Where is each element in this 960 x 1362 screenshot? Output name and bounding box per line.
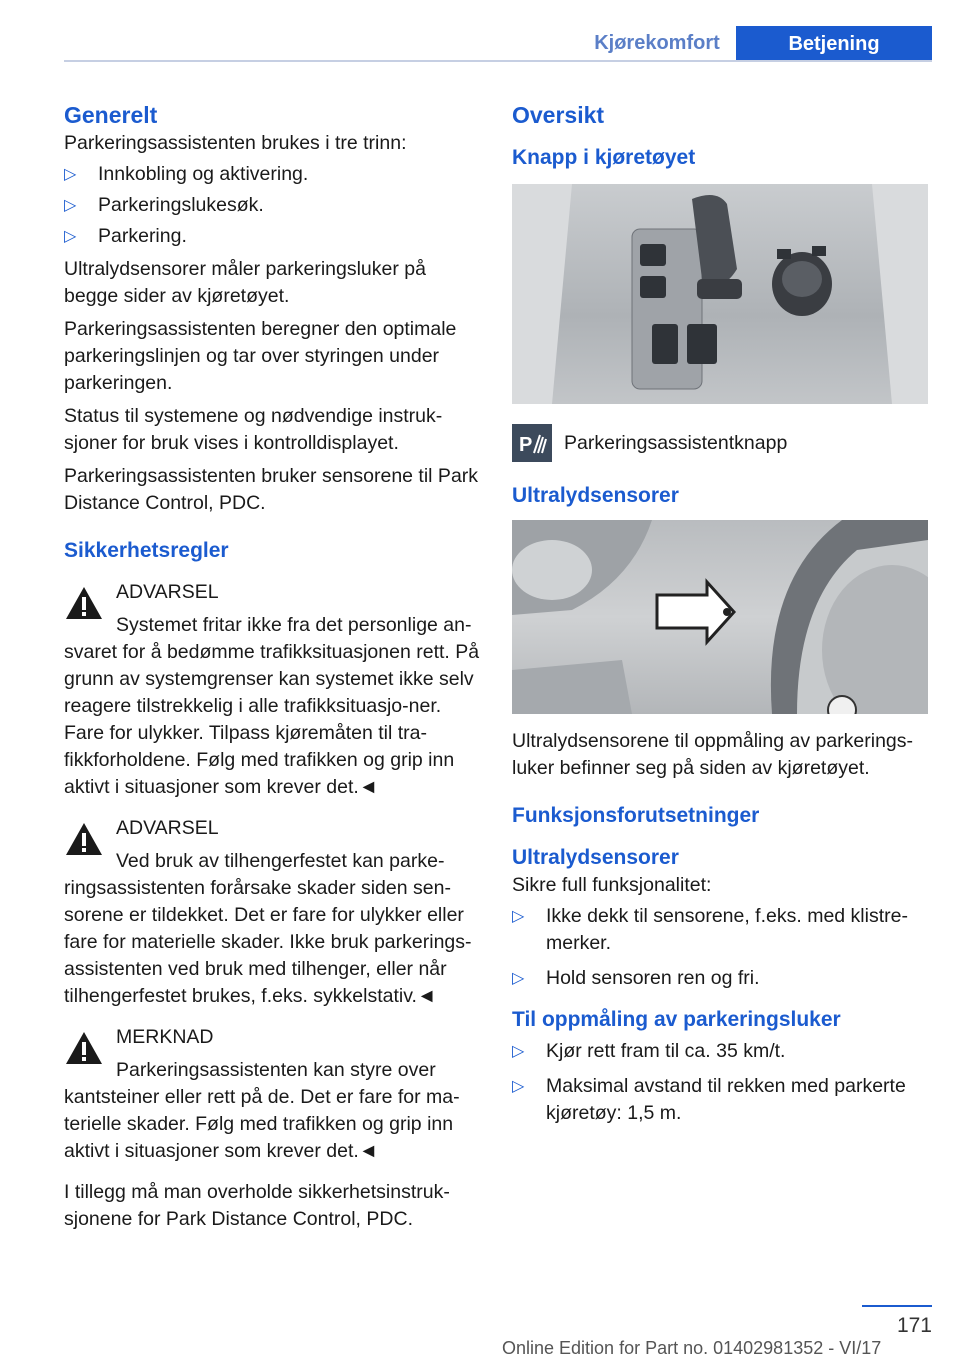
warning-title: ADVARSEL — [116, 817, 219, 839]
svg-text:P: P — [519, 434, 533, 456]
warning-triangle-icon — [64, 821, 104, 857]
note-block — [64, 1024, 482, 1165]
warning-triangle-icon — [64, 585, 104, 621]
paragraph: Ultralydsensorer måler parkeringsluker på begge sider av kjøretøyet. — [64, 258, 426, 307]
bullet-triangle-icon: ▷ — [512, 1043, 525, 1060]
heading-knapp: Knapp i kjøretøyet — [512, 146, 696, 169]
right-column — [512, 100, 930, 1127]
sensor-list — [512, 903, 930, 992]
button-label: Parkeringsassistentknapp — [564, 431, 788, 454]
heading-ultralyd: Ultralydsensorer — [512, 484, 679, 507]
sensor-illustration — [512, 520, 928, 714]
list-item: ▷ Hold sensoren ren og fri. — [512, 965, 930, 992]
warning-text: Systemet fritar ikke fra det personlige an‐svaret for å bedømme trafikksituasjonen rett. På grunn av systemgrenser kan systemet ikke selv reagere tilstrekkelig i alle trafikksituasjo‐ner. Fare for ulykker. Tilpass kjøremåten til tra‐fikkforholdene. Følg med trafikken og grip inn aktivt i situasjoner som krever det.◄ — [64, 614, 480, 798]
heading-sikkerhetsregler: Sikkerhetsregler — [64, 539, 229, 562]
note-text: Parkeringsassistenten kan styre over kantsteiner eller rett på de. Det er fare for ma‐terielle skader. Følg med trafikken og grip inn aktivt i situasjoner som krever det.◄ — [64, 1059, 460, 1162]
page-number: 171 — [896, 1314, 932, 1337]
paragraph: Sikre full funksjonalitet: — [512, 874, 712, 896]
bullet-triangle-icon: ▷ — [512, 970, 525, 987]
bullet-triangle-icon: ▷ — [512, 1078, 525, 1095]
bullet-triangle-icon: ▷ — [64, 197, 77, 214]
bullet-triangle-icon: ▷ — [64, 228, 77, 245]
bullet-triangle-icon: ▷ — [512, 908, 525, 925]
console-illustration — [512, 184, 928, 404]
header-section-tab: Kjørekomfort — [594, 31, 720, 54]
list-item: ▷ Parkering. — [64, 223, 482, 250]
paragraph: I tillegg må man overholde sikkerhetsinstruk‐sjonene for Park Distance Control, PDC. — [64, 1181, 450, 1230]
sensor-caption: Ultralydsensorene til oppmåling av parkerings‐luker befinner seg på siden av kjøretøyet. — [512, 730, 914, 779]
paragraph: Parkeringsassistenten bruker sensorene til Park Distance Control, PDC. — [64, 465, 479, 514]
heading-funksjonsforutsetninger: Funksjonsforutsetninger — [512, 804, 760, 827]
warning-title: ADVARSEL — [116, 581, 219, 603]
heading-generelt: Generelt — [64, 102, 158, 128]
heading-oppmaling: Til oppmåling av parkeringsluker — [512, 1008, 841, 1031]
measure-list — [512, 1038, 930, 1127]
paragraph: Status til systemene og nødvendige instruk‐sjoner for bruk vises i kontrolldisplayet. — [64, 405, 443, 454]
list-item: ▷ Ikke dekk til sensorene, f.eks. med klistre‐merker. — [512, 905, 908, 954]
edition-footer: Online Edition for Part no. 01402981352 - VI/17 — [502, 1338, 882, 1358]
intro-text: Parkeringsassistenten brukes i tre trinn: — [64, 132, 407, 154]
list-item: ▷ Innkobling og aktivering. — [64, 161, 482, 188]
list-item: ▷ Kjør rett fram til ca. 35 km/t. — [512, 1038, 930, 1065]
left-column — [64, 100, 482, 1233]
footer-rule — [862, 1305, 932, 1307]
warning-block — [64, 815, 482, 1010]
steps-list — [64, 161, 482, 250]
header-rule — [64, 60, 932, 62]
sensor-photo — [512, 520, 928, 714]
list-item: ▷ Parkeringslukesøk. — [64, 192, 482, 219]
warning-block — [64, 579, 482, 801]
bullet-triangle-icon: ▷ — [64, 166, 77, 183]
heading-oversikt: Oversikt — [512, 102, 605, 128]
header-chapter-tab: Betjening — [736, 26, 932, 62]
console-photo — [512, 184, 928, 404]
warning-text: Ved bruk av tilhengerfestet kan parke‐ringsassistenten forårsake skader siden sen‐sorene er tildekket. Det er fare for ulykker eller fare for materielle skader. Ikke bruk parkerings‐assistenten ved bruk med tilhenger, eller når tilhengerfestet brukes, f.eks. sykkelstativ.◄ — [64, 850, 472, 1007]
note-title: MERKNAD — [116, 1026, 214, 1048]
heading-ultralyd-sub: Ultralydsensorer — [512, 846, 679, 869]
parking-assist-button-icon — [512, 424, 552, 462]
list-item: ▷ Maksimal avstand til rekken med parkerte kjøretøy: 1,5 m. — [512, 1075, 906, 1124]
warning-triangle-icon — [64, 1030, 104, 1066]
button-legend — [512, 424, 930, 462]
paragraph: Parkeringsassistenten beregner den optimale parkeringslinjen og tar over styringen under parkeringen. — [64, 318, 457, 394]
